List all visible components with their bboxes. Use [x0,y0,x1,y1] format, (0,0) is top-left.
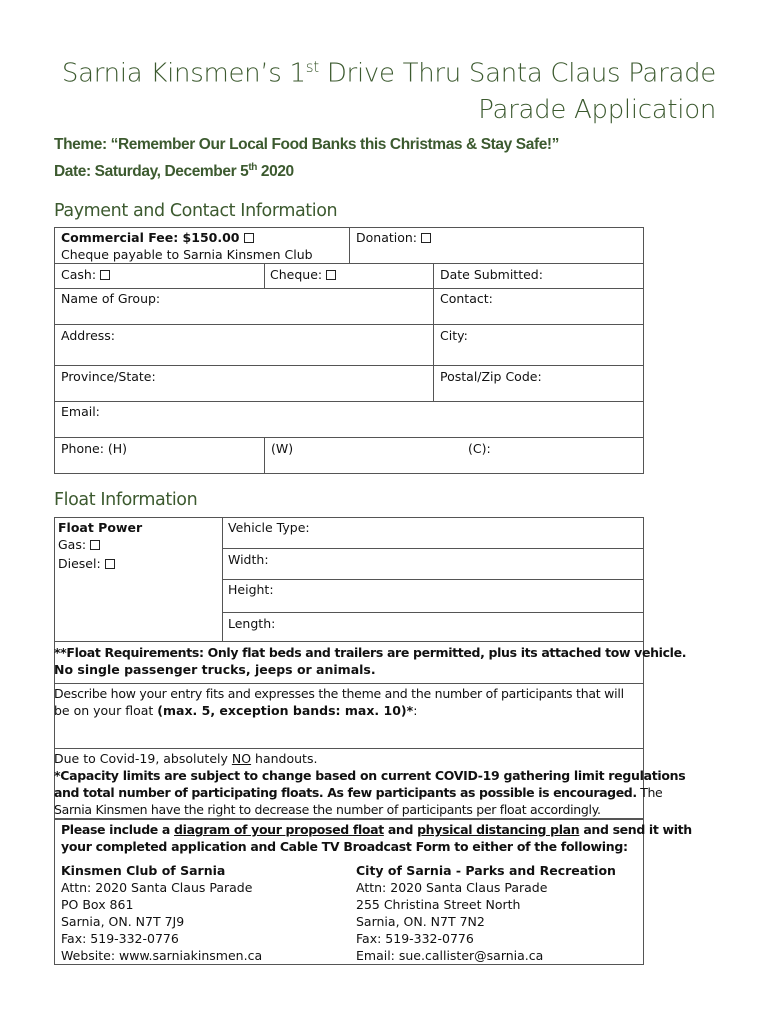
phone-home-field[interactable]: Phone: (H) [61,441,128,456]
float-heading: Float Information [54,490,198,510]
cash-label: Cash: [61,267,110,282]
address-field[interactable]: Address: [61,328,115,343]
float-requirements-line1: **Float Requirements: Only flat beds and trailers are permitted, plus its attached tow vehicle. [54,645,687,660]
cash-checkbox[interactable] [100,270,110,280]
kinsmen-po-box: PO Box 861 [61,897,134,912]
page-subtitle: Parade Application [478,95,716,125]
gas-checkbox[interactable] [90,540,100,550]
float-requirements-line2: No single passenger trucks, jeeps or animals. [54,662,376,677]
capacity-note-line1: *Capacity limits are subject to change based on current COVID-19 gathering limit regulations [54,768,686,783]
kinsmen-city: Sarnia, ON. N7T 7J9 [61,914,185,929]
commercial-fee-label: Commercial Fee: $150.00 [61,230,254,245]
city-field[interactable]: City: [440,328,468,343]
gas-label: Gas: [58,537,100,552]
page-title: Sarnia Kinsmen’s 1st Drive Thru Santa Claus Parade [61,58,716,89]
capacity-note-line3: Sarnia Kinsmen have the right to decrease the number of participants per float accordingly. [54,802,601,817]
date-submitted-field[interactable]: Date Submitted: [440,267,543,282]
diesel-checkbox[interactable] [105,559,115,569]
describe-entry-line2[interactable]: be on your float (max. 5, exception bands: max. 10)*: [54,703,418,718]
contact-field[interactable]: Contact: [440,291,493,306]
kinsmen-attn: Attn: 2020 Santa Claus Parade [61,880,253,895]
height-field[interactable]: Height: [228,582,274,597]
city-fax: Fax: 519-332-0776 [356,931,474,946]
phone-cell-field[interactable]: (C): [468,441,491,456]
length-field[interactable]: Length: [228,616,276,631]
submission-instructions-line2: your completed application and Cable TV Broadcast Form to either of the following: [61,839,628,854]
width-field[interactable]: Width: [228,552,269,567]
postal-code-field[interactable]: Postal/Zip Code: [440,369,542,384]
city-parks-name: City of Sarnia - Parks and Recreation [356,863,616,878]
city-street: 255 Christina Street North [356,897,521,912]
donation-checkbox[interactable] [421,233,431,243]
theme-text: Theme: “Remember Our Local Food Banks this Christmas & Stay Safe!” [54,136,560,153]
commercial-fee-checkbox[interactable] [244,233,254,243]
diesel-label: Diesel: [58,556,115,571]
phone-work-field[interactable]: (W) [271,441,294,456]
capacity-note-line2: and total number of participating floats. As few participants as possible is encouraged. The [54,785,663,800]
covid-handouts-note: Due to Covid-19, absolutely NO handouts. [54,751,318,766]
describe-entry-line1: Describe how your entry fits and expresses the theme and the number of participants that will [54,686,624,701]
kinsmen-website-link[interactable]: Website: www.sarniakinsmen.ca [61,948,263,963]
cheque-label: Cheque: [270,267,336,282]
event-date: Date: Saturday, December 5th 2020 [54,162,294,181]
vehicle-type-field[interactable]: Vehicle Type: [228,520,310,535]
kinsmen-fax: Fax: 519-332-0776 [61,931,179,946]
email-field[interactable]: Email: [61,404,100,419]
float-power-label: Float Power [58,520,143,535]
kinsmen-club-name: Kinsmen Club of Sarnia [61,863,226,878]
city-attn: Attn: 2020 Santa Claus Parade [356,880,548,895]
payment-heading: Payment and Contact Information [54,201,338,221]
province-field[interactable]: Province/State: [61,369,156,384]
city-city: Sarnia, ON. N7T 7N2 [356,914,485,929]
submission-instructions-line1: Please include a diagram of your proposed float and physical distancing plan and send it with [61,822,692,837]
cheque-checkbox[interactable] [326,270,336,280]
city-email-link[interactable]: Email: sue.callister@sarnia.ca [356,948,544,963]
group-name-field[interactable]: Name of Group: [61,291,161,306]
cheque-payable-note: Cheque payable to Sarnia Kinsmen Club [61,247,313,262]
donation-label: Donation: [356,230,431,245]
